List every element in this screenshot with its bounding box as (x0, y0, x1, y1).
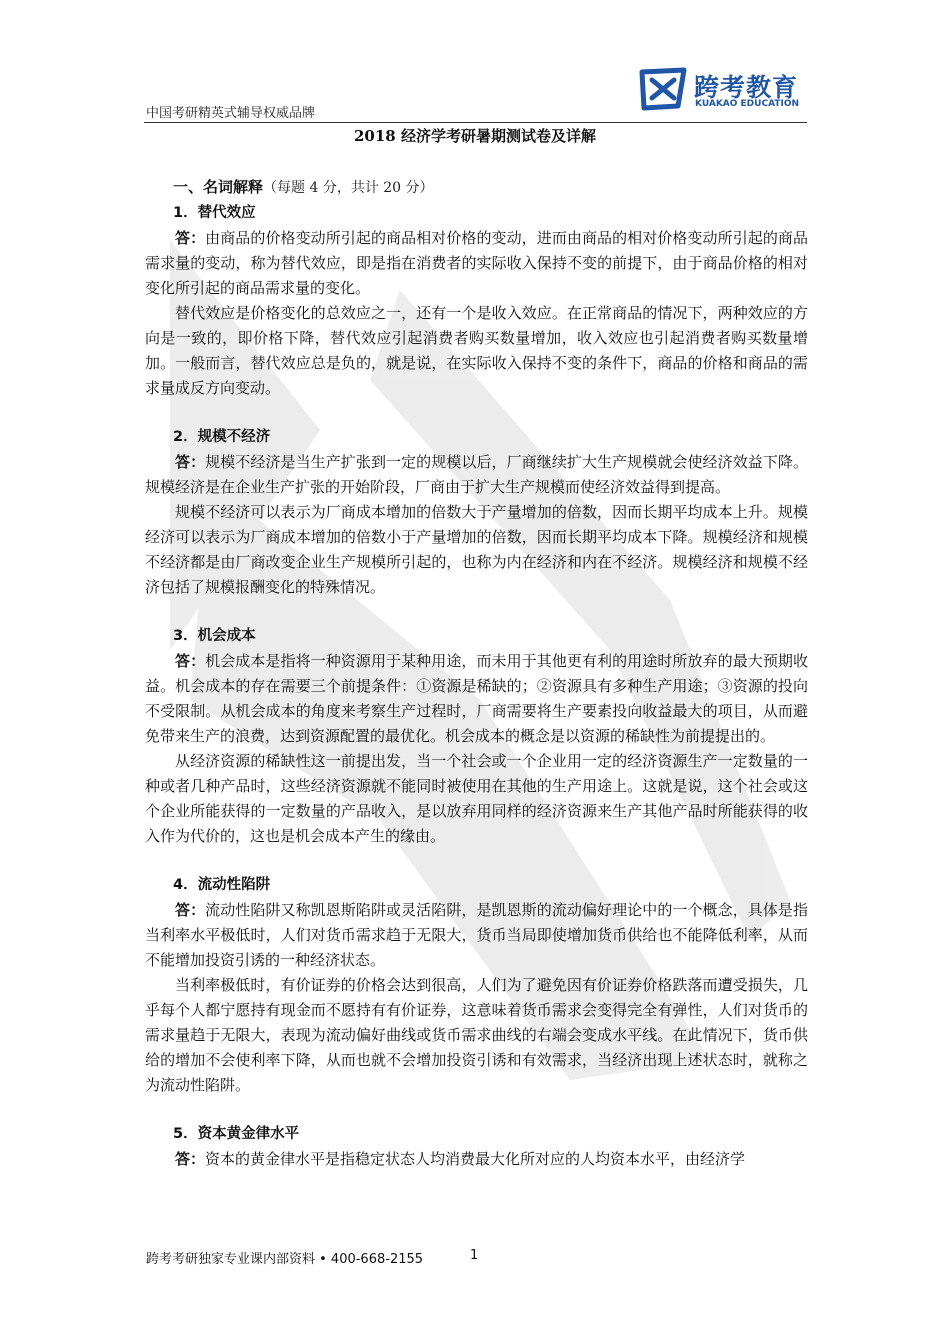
document-body (145, 175, 808, 1172)
logo-text-en: KUAKAO EDUCATION (695, 99, 800, 109)
term-answer: 答：规模不经济是当生产扩张到一定的规模以后，厂商继续扩大生产规模就会使经济效益下降。规模经济是在企业生产扩张的开始阶段，厂商由于扩大生产规模而使经济效益得到提高。 (145, 453, 808, 496)
term-title: 4．流动性陷阱 (173, 877, 271, 893)
answer-label: 答： (175, 901, 206, 919)
answer-label: 答： (175, 1150, 206, 1168)
logo-emblem-icon (638, 66, 690, 112)
answer-label: 答： (175, 229, 206, 247)
footer-text: 跨考考研独家专业课内部资料 • 400-668-2155 (146, 1252, 424, 1267)
term-title: 5．资本黄金律水平 (173, 1126, 300, 1142)
term-explanation: 规模不经济可以表示为厂商成本增加的倍数大于产量增加的倍数，因而长期平均成本上升。规模经济可以表示为厂商成本增加的倍数小于产量增加的倍数，因而长期平均成本下降。规模经济和规模不经济都是由厂商改变企业生产规模所引起的，也称为内在经济和内在不经济。规模经济和规模不经济包括了规模报酬变化的特殊情况。 (145, 503, 808, 596)
section-heading (145, 175, 808, 201)
term-title: 3．机会成本 (173, 628, 256, 644)
section-score-note: （每题 4 分，共计 20 分） (263, 180, 434, 196)
term-answer: 答：由商品的价格变动所引起的商品相对价格的变动，进而由商品的相对价格变动所引起的商品需求量的变动，称为替代效应，即是指在消费者的实际收入保持不变的前提下，由于商品价格的相对变化所引起的商品需求量的变化。 (145, 229, 808, 297)
term-answer: 答：资本的黄金律水平是指稳定状态人均消费最大化所对应的人均资本水平，由经济学 (175, 1150, 746, 1168)
document-title: 2018 经济学考研暑期测试卷及详解 (354, 127, 596, 145)
header-divider (144, 122, 807, 123)
term-explanation: 当利率极低时，有价证券的价格会达到很高，人们为了避免因有价证券价格跌落而遭受损失，几乎每个人都宁愿持有现金而不愿持有有价证券，这意味着货币需求会变得完全有弹性，人们对货币的需求量趋于无限大，表现为流动偏好曲线或货币需求曲线的右端会变成水平线。在此情况下，货币供给的增加不会使利率下降，从而也就不会增加投资引诱和有效需求，当经济出现上述状态时，就称之为流动性陷阱。 (145, 976, 808, 1094)
term-answer: 答：机会成本是指将一种资源用于某种用途，而未用于其他更有利的用途时所放弃的最大预期收益。机会成本的存在需要三个前提条件：①资源是稀缺的；②资源具有多种生产用途；③资源的投向不受限制。从机会成本的角度来考察生产过程时，厂商需要将生产要素投向收益最大的项目，从而避免带来生产的浪费，达到资源配置的最优化。机会成本的概念是以资源的稀缺性为前提提出的。 (145, 652, 808, 745)
logo-text-cn: 跨考教育 (694, 73, 799, 102)
answer-label: 答： (175, 652, 206, 670)
answer-label: 答： (175, 453, 206, 471)
term-answer: 答：流动性陷阱又称凯恩斯陷阱或灵活陷阱，是凯恩斯的流动偏好理论中的一个概念，具体是指当利率水平极低时，人们对货币需求趋于无限大，货币当局即使增加货币供给也不能降低利率，从而不能增加投资引诱的一种经济状态。 (145, 901, 808, 969)
header-tagline: 中国考研精英式辅导权威品牌 (146, 106, 316, 121)
page-number: 1 (470, 1248, 479, 1263)
term-title: 1．替代效应 (173, 205, 256, 221)
term-explanation: 替代效应是价格变化的总效应之一，还有一个是收入效应。在正常商品的情况下，两种效应的方向是一致的，即价格下降，替代效应引起消费者购买数量增加，收入效应也引起消费者购买数量增加。一般而言，替代效应总是负的，就是说，在实际收入保持不变的条件下，商品的价格和商品的需求量成反方向变动。 (145, 304, 808, 397)
term-explanation: 从经济资源的稀缺性这一前提出发，当一个社会或一个企业用一定的经济资源生产一定数量的一种或者几种产品时，这些经济资源就不能同时被使用在其他的生产用途上。这就是说，这个社会或这个企业所能获得的一定数量的产品收入，是以放弃用同样的经济资源来生产其他产品时所能获得的收入作为代价的，这也是机会成本产生的缘由。 (145, 752, 808, 845)
brand-logo (638, 66, 808, 116)
section-heading-text: 一、名词解释 (173, 178, 264, 196)
term-title: 2．规模不经济 (173, 429, 271, 445)
